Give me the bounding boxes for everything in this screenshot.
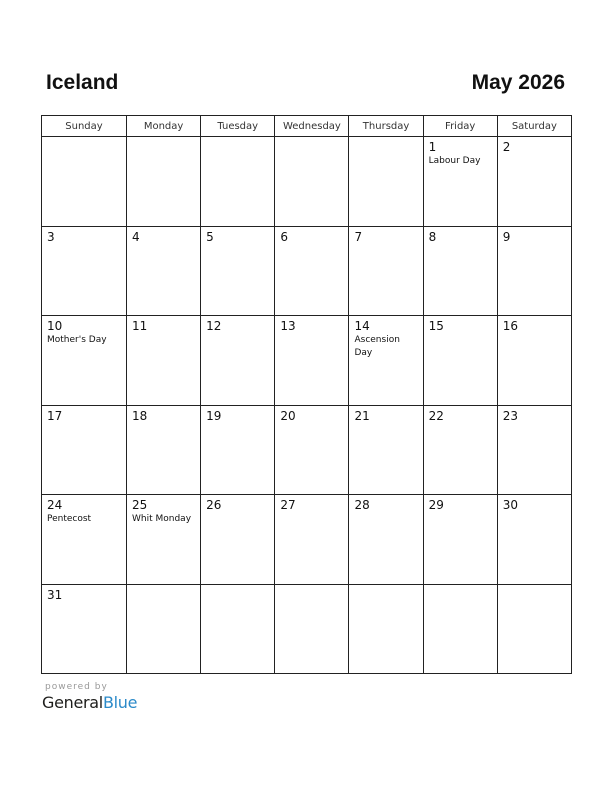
day-number: 17: [47, 408, 63, 423]
day-cell-content: [424, 227, 497, 315]
day-cell[interactable]: [423, 226, 497, 316]
day-cell[interactable]: [423, 137, 497, 227]
day-cell-content: [424, 585, 497, 673]
day-cell[interactable]: [42, 316, 127, 406]
day-number: 31: [47, 587, 63, 602]
day-number: 22: [428, 408, 444, 423]
day-cell[interactable]: [349, 495, 423, 585]
day-cell-content: [201, 406, 274, 494]
day-cell-content: [424, 406, 497, 494]
day-cell[interactable]: [497, 226, 571, 316]
day-cell[interactable]: [42, 226, 127, 316]
day-cell-content: [201, 227, 274, 315]
day-cell[interactable]: [201, 137, 275, 227]
day-number: 19: [206, 408, 222, 423]
day-cell[interactable]: [423, 316, 497, 406]
day-cell[interactable]: [275, 316, 349, 406]
day-cell[interactable]: [42, 584, 127, 674]
holiday-label: Pentecost: [47, 514, 92, 524]
day-cell-content: [42, 406, 126, 494]
day-number: 20: [280, 408, 296, 423]
day-cell-content: [349, 137, 422, 225]
holiday-label: Labour Day: [428, 156, 481, 166]
day-number: 25: [132, 498, 148, 512]
day-cell-content: [201, 316, 274, 404]
day-cell[interactable]: [497, 316, 571, 406]
day-cell-content: [349, 316, 422, 404]
day-cell-content: [42, 137, 126, 225]
day-cell-content: [349, 406, 422, 494]
day-cell-content: [349, 585, 422, 673]
weekday-header-row: [42, 116, 572, 137]
day-cell-content: [349, 227, 422, 315]
day-cell[interactable]: [497, 405, 571, 495]
day-cell-content: [127, 406, 200, 494]
day-cell[interactable]: [349, 226, 423, 316]
week-row: [42, 584, 572, 674]
day-cell-content: [127, 495, 200, 583]
day-cell-content: [424, 137, 497, 225]
day-cell-content: [127, 585, 200, 673]
holiday-label: Whit Monday: [132, 514, 192, 524]
day-number: 15: [428, 319, 444, 333]
weekday-header: Tuesday: [201, 116, 275, 137]
day-cell[interactable]: [349, 405, 423, 495]
day-number: 30: [502, 498, 519, 512]
day-number: 6: [280, 229, 288, 244]
day-cell[interactable]: [497, 495, 571, 585]
day-cell-content: [275, 406, 348, 494]
day-number: 9: [502, 229, 511, 244]
day-cell-content: [201, 495, 274, 583]
day-cell[interactable]: [349, 584, 423, 674]
day-cell-content: [42, 316, 126, 404]
weekday-header: Monday: [127, 116, 201, 137]
day-cell-content: [498, 316, 571, 404]
day-cell[interactable]: [275, 405, 349, 495]
weekday-header: Saturday: [497, 116, 571, 137]
day-cell[interactable]: [349, 137, 423, 227]
day-number: 13: [280, 319, 296, 333]
day-cell[interactable]: [275, 584, 349, 674]
month-title: May 2026: [471, 71, 565, 94]
day-cell-content: [498, 137, 571, 225]
day-number: 14: [354, 319, 370, 333]
day-cell-content: [275, 227, 348, 315]
weekday-header: Wednesday: [275, 116, 349, 137]
day-number: 7: [354, 229, 363, 244]
day-cell[interactable]: [42, 137, 127, 227]
day-cell-content: [424, 495, 497, 583]
day-cell[interactable]: [423, 495, 497, 585]
day-cell-content: [275, 137, 348, 225]
weekday-header: Sunday: [42, 116, 127, 137]
day-cell-content: [127, 227, 200, 315]
day-cell[interactable]: [127, 495, 201, 585]
holiday-label: Mother's Day: [47, 335, 107, 345]
week-row: [42, 405, 572, 495]
day-cell[interactable]: [127, 316, 201, 406]
week-row: [42, 316, 572, 406]
day-cell-content: [275, 495, 348, 583]
day-number: 21: [354, 408, 370, 423]
day-cell[interactable]: [201, 226, 275, 316]
day-cell-content: [201, 137, 274, 225]
day-cell-content: [498, 495, 571, 583]
day-cell-content: [42, 227, 126, 315]
holiday-label: Ascension Day: [354, 335, 400, 358]
day-number: 27: [280, 498, 296, 512]
week-row: [42, 495, 572, 585]
day-number: 3: [47, 229, 55, 244]
country-title: Iceland: [46, 71, 119, 94]
day-cell[interactable]: [497, 584, 571, 674]
day-cell[interactable]: [201, 405, 275, 495]
day-cell-content: [127, 137, 200, 225]
day-cell-content: [275, 316, 348, 404]
day-cell[interactable]: [275, 226, 349, 316]
day-number: 24: [47, 498, 63, 512]
day-cell-content: [349, 495, 422, 583]
day-cell-content: [127, 316, 200, 404]
day-cell[interactable]: [201, 495, 275, 585]
day-number: 4: [132, 229, 140, 244]
day-cell[interactable]: [423, 584, 497, 674]
day-cell[interactable]: [42, 405, 127, 495]
day-number: 28: [354, 498, 370, 512]
logo-text-blue: Blue: [102, 693, 138, 712]
day-number: 18: [132, 408, 148, 423]
day-cell-content: [275, 585, 348, 673]
weekday-header: Thursday: [349, 116, 423, 137]
day-cell[interactable]: [349, 316, 423, 406]
day-number: 5: [206, 229, 214, 244]
day-cell-content: [498, 406, 571, 494]
day-number: 8: [428, 229, 437, 244]
day-number: 29: [428, 498, 444, 512]
day-cell-content: [42, 495, 126, 583]
day-cell[interactable]: [42, 495, 127, 585]
day-cell-content: [498, 585, 571, 673]
day-cell[interactable]: [127, 137, 201, 227]
day-cell-content: [201, 585, 274, 673]
day-number: 23: [502, 408, 519, 423]
weekday-header: Friday: [423, 116, 497, 137]
day-number: 12: [206, 319, 222, 333]
day-number: 10: [47, 319, 63, 333]
day-number: 16: [502, 319, 519, 333]
logo-text-general: General: [42, 693, 103, 712]
week-row: [42, 137, 572, 227]
week-row: [42, 226, 572, 316]
day-cell[interactable]: [497, 137, 571, 227]
day-cell[interactable]: [423, 405, 497, 495]
day-number: 2: [502, 140, 511, 154]
day-number: 1: [428, 140, 437, 154]
day-cell-content: [498, 227, 571, 315]
generalblue-logo[interactable]: [42, 693, 137, 713]
day-cell[interactable]: [201, 316, 275, 406]
day-cell[interactable]: [127, 584, 201, 674]
powered-by-label: powered by: [45, 682, 108, 692]
day-cell[interactable]: [127, 226, 201, 316]
day-cell[interactable]: [127, 405, 201, 495]
day-cell[interactable]: [275, 495, 349, 585]
day-cell-content: [42, 585, 126, 673]
day-number: 11: [132, 319, 148, 333]
day-cell[interactable]: [275, 137, 349, 227]
day-cell-content: [424, 316, 497, 404]
day-number: 26: [206, 498, 222, 512]
calendar-grid: [41, 115, 572, 674]
day-cell[interactable]: [201, 584, 275, 674]
